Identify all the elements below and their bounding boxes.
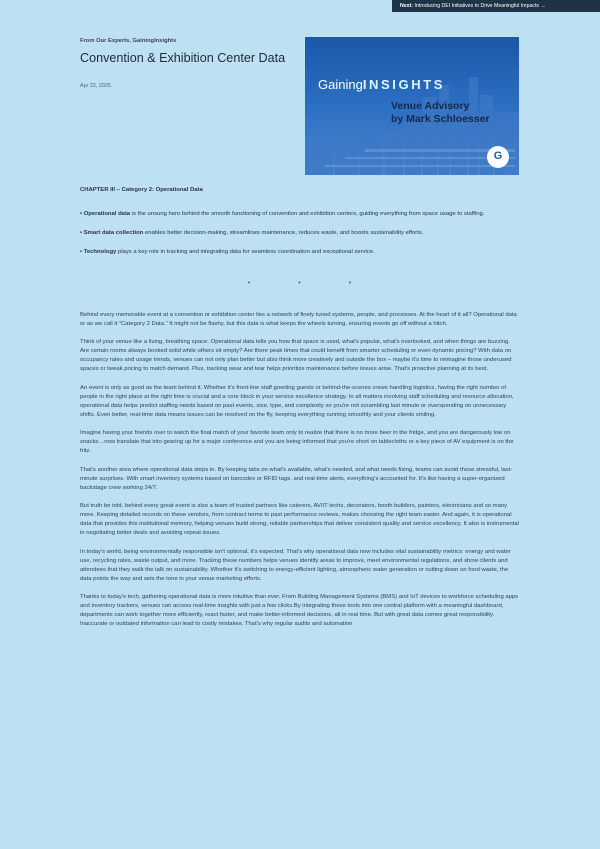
next-prefix: Next: xyxy=(400,3,413,9)
body-paragraph: That's another area where operational data steps in. By keeping tabs on what's available, what's needed, and what needs fixing, teams can avoid those stressful, last-minute surprises. With smart inventory systems based on barcodes or RFID tags, and real-time alerts, everything's accounted for. It's like having a super-organized backstage crew working 24/7. xyxy=(80,466,513,491)
summary-bullet xyxy=(80,248,520,257)
hero-subtitle-1: Venue Advisory xyxy=(391,100,470,112)
brand-bold: INSIGHTS xyxy=(362,77,446,92)
gaining-insights-logo-icon: G xyxy=(487,146,509,168)
publish-date: Apr 22, 2025 xyxy=(80,82,111,89)
bullet-text: plays a key role in tracking and integrating data for seamless coordination and exceptional service. xyxy=(116,249,375,256)
summary-bullet xyxy=(80,210,520,219)
section-separator: • • • xyxy=(247,279,375,287)
hero-image xyxy=(305,37,519,175)
brand-logo-text xyxy=(318,77,445,92)
page-title: Convention & Exhibition Center Data xyxy=(80,51,286,65)
summary-bullet xyxy=(80,229,520,238)
article-kicker: From Our Experts, GainingInsights xyxy=(80,38,177,44)
body-paragraph: In today's world, being environmentally responsible isn't optional, it's expected. That's why operational data now includes vital sustainability metrics: energy and water use, recycling rates, waste output, and more. Tracking these numbers helps venues identify areas to improve, meet environmental regulations, and show clients and attendees that they walk the talk on sustainability. Whether it's switching to energy-efficient lighting, atmospheric water generation or cutting down on food waste, the data points the way and sets the tone in your venue marketing efforts. xyxy=(80,548,511,582)
body-paragraph: But truth be told, behind every great event is also a team of trusted partners like caterers, AV/IT techs, decorators, booth builders, painters, electricians and so many more. Keeping detailed records on these vendors, from contract terms to past performance reviews, makes choosing the right team easier. And again, it is operational data that provides this institutional memory, helping venues build strong, reliable partnerships that deliver consistent quality and service excellency. It also is instrumental in negotiating better deals and avoiding repeat issues. xyxy=(80,503,519,537)
article-body xyxy=(80,187,520,639)
body-paragraph: An event is only as good as the team behind it. Whether it's front-line staff greeting guests or behind-the-scenes crews handling logistics, having the right number of people in the right place at the right time is crucial and a core block in your service excellence strategy. In all matters involving staff scheduling and resource allocation, operational data helps predict staffing needs based on past events, size, type, and complexity so you're not scrambling last minute or overspending on unnecessary shifts. Even better, real-time data means issues can be resolved on the fly, keeping everything running smoothly and your clients smiling. xyxy=(80,384,514,418)
top-banner-area xyxy=(0,0,600,13)
brand-light: Gaining xyxy=(318,77,363,92)
bullet-bold: • Smart data collection xyxy=(80,230,144,237)
next-article-title: Introducing DEI Initiatives to Drive Meaningful Impacts xyxy=(414,3,539,9)
chapter-heading: CHAPTER III – Category 2: Operational Data xyxy=(80,187,203,193)
hero-subtitle-2: by Mark Schloesser xyxy=(391,113,490,125)
bullet-bold: • Operational data xyxy=(80,211,131,217)
bullet-text: is the unsung hero behind the smooth functioning of convention and exhibition centers, guiding everything from space usage to staffing. xyxy=(130,211,485,217)
body-paragraph: Behind every memorable event at a convention or exhibition center lies a network of finely tuned systems, people, and processes. At the heart of it all? Operational data or as we call it "Category 2 Data." It might not be flashy, but this data is what keeps the wheels turning, ensuring events go off without a hitch. xyxy=(80,311,517,327)
article-header xyxy=(80,38,300,89)
arrow-right-icon: → xyxy=(540,3,546,9)
next-article-link[interactable] xyxy=(392,0,600,12)
bullet-text: enables better decision-making, streamlines maintenance, reduces waste, and boosts sustainability efforts. xyxy=(143,230,424,237)
body-paragraph: Thanks to today's tech, gathering operational data is more intuitive than ever. From Building Management Systems (BMS) and IoT devices to workforce scheduling apps and inventory trackers, venues can access real-time insights with just a few clicks.By integrating these tools into one central platform with a meaningful dashboard, departments can work together more efficiently, react faster, and make better-informed decisions, all in real time. But with great data comes great responsibility. Inaccurate or outdated information can lead to costly mistakes. That's why regular audits and automation xyxy=(80,594,519,628)
body-paragraph: Think of your venue like a living, breathing space. Operational data tells you how that space is used, what's popular, what's overlooked, and when things are buzzing. Are certain rooms always booked solid while others sit empty? Are there peak times that could benefit from smarter scheduling or even dynamic pricing? With data on occupancy rates and usage trends, venues can not only plan better but also think more creatively and outside the box – maybe it's time to reimagine those underused spaces or tweak pricing to match demand. Plus, tracking wear and tear helps prioritize maintenance before issues arise. That's proactive planning at its best. xyxy=(80,338,512,373)
body-paragraph: Imagine having your friends over to watch the final match of your favorite team only to realize that there is no more beer in the fridge, and you are dangerously low on snacks…now translate that into gearing up for a major conference and you are being informed that you're short on tablecloths or a key piece of AV equipment is on the fritz. xyxy=(80,430,514,455)
bullet-bold: • Technology xyxy=(80,249,117,256)
